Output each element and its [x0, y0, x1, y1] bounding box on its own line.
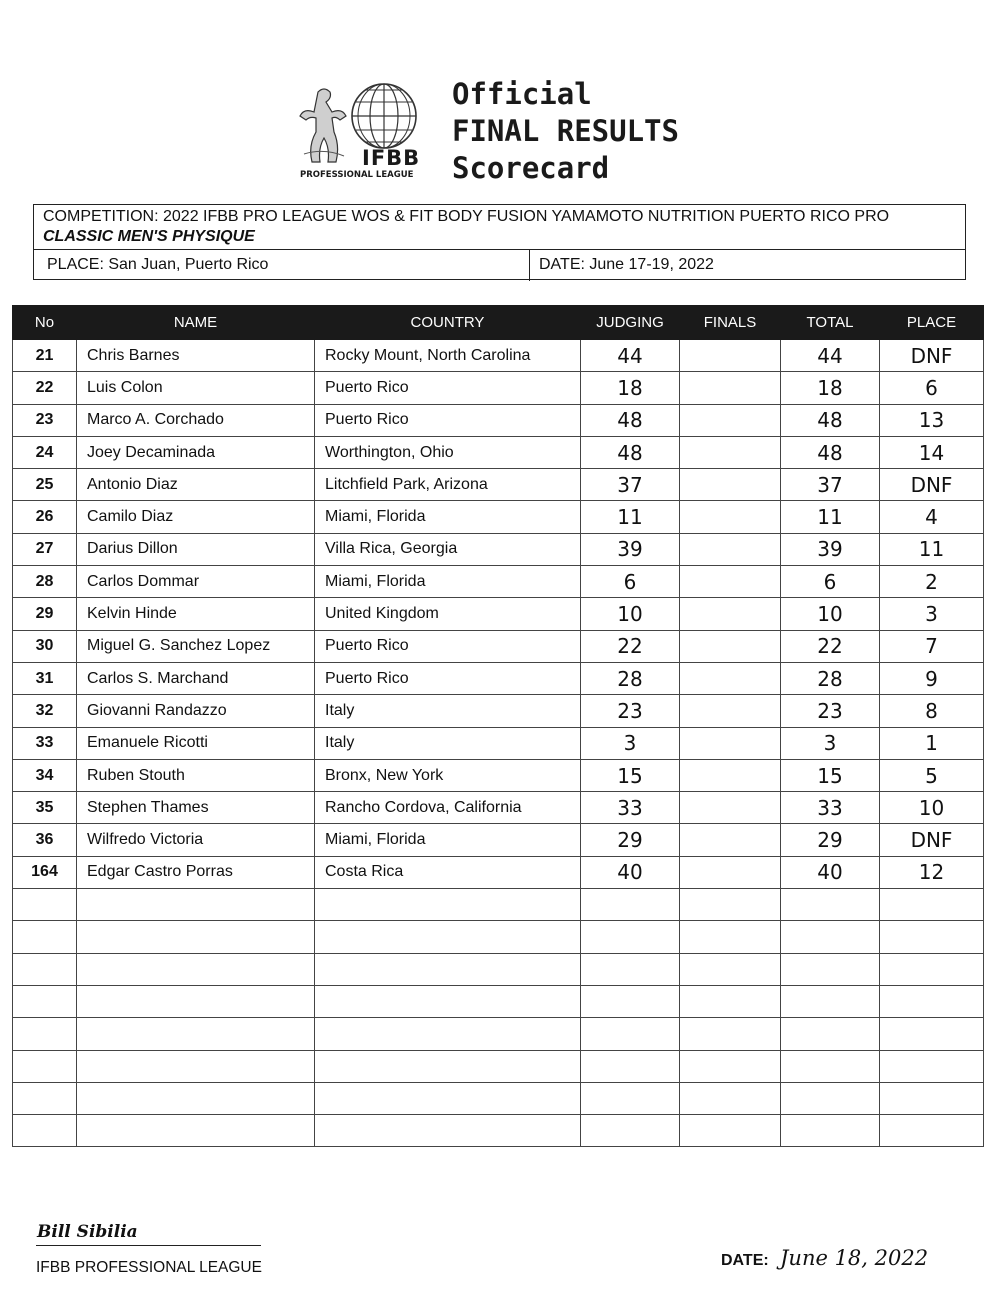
cell-finals [680, 533, 781, 565]
cell-finals [680, 436, 781, 468]
cell-total: 18 [781, 372, 880, 404]
table-row [13, 759, 984, 791]
cell-country [315, 953, 581, 985]
date-field: DATE: June 17-19, 2022 [539, 256, 714, 273]
cell-no: 34 [13, 759, 77, 791]
cell-finals [680, 727, 781, 759]
cell-no: 21 [13, 340, 77, 372]
cell-judging: 39 [581, 533, 680, 565]
cell-judging [581, 985, 680, 1017]
cell-judging: 22 [581, 630, 680, 662]
cell-name: Kelvin Hinde [77, 598, 315, 630]
footer-date-value: June 18, 2022 [780, 1246, 929, 1270]
cell-place: 12 [880, 856, 984, 888]
cell-name: Ruben Stouth [77, 759, 315, 791]
cell-finals [680, 404, 781, 436]
cell-country: Litchfield Park, Arizona [315, 469, 581, 501]
cell-finals [680, 372, 781, 404]
cell-country: Puerto Rico [315, 662, 581, 694]
table-row [13, 727, 984, 759]
table-row [13, 824, 984, 856]
cell-country [315, 1018, 581, 1050]
cell-judging [581, 921, 680, 953]
cell-finals [680, 856, 781, 888]
cell-country: Puerto Rico [315, 630, 581, 662]
col-header-country: COUNTRY [315, 306, 581, 340]
cell-finals [680, 598, 781, 630]
table-row [13, 856, 984, 888]
cell-country: Italy [315, 727, 581, 759]
cell-place [880, 953, 984, 985]
cell-name: Wilfredo Victoria [77, 824, 315, 856]
table-row [13, 533, 984, 565]
cell-no: 29 [13, 598, 77, 630]
cell-judging: 11 [581, 501, 680, 533]
cell-country: Miami, Florida [315, 501, 581, 533]
cell-finals [680, 1018, 781, 1050]
cell-country: Worthington, Ohio [315, 436, 581, 468]
cell-name [77, 1115, 315, 1147]
cell-name: Giovanni Randazzo [77, 695, 315, 727]
cell-name [77, 1082, 315, 1114]
table-header-row [13, 306, 984, 340]
cell-finals [680, 1115, 781, 1147]
signature: Bill Sibilia [37, 1222, 138, 1242]
cell-no: 35 [13, 792, 77, 824]
cell-total: 44 [781, 340, 880, 372]
cell-total: 48 [781, 436, 880, 468]
table-row [13, 1115, 984, 1147]
cell-no: 164 [13, 856, 77, 888]
cell-judging: 29 [581, 824, 680, 856]
cell-finals [680, 953, 781, 985]
cell-no: 30 [13, 630, 77, 662]
place-date-row [34, 249, 965, 281]
title-line-final-results: FINAL RESULTS [452, 114, 679, 148]
cell-name: Emanuele Ricotti [77, 727, 315, 759]
cell-place [880, 1018, 984, 1050]
footer-organization: IFBB PROFESSIONAL LEAGUE [36, 1259, 262, 1276]
cell-judging: 28 [581, 662, 680, 694]
cell-judging [581, 1115, 680, 1147]
table-row [13, 985, 984, 1017]
logo-subtext: PROFESSIONAL LEAGUE [300, 170, 414, 180]
cell-name: Darius Dillon [77, 533, 315, 565]
table-row [13, 921, 984, 953]
cell-no: 28 [13, 566, 77, 598]
col-header-judging: JUDGING [581, 306, 680, 340]
info-divider [529, 250, 530, 281]
cell-name: Camilo Diaz [77, 501, 315, 533]
cell-place [880, 1082, 984, 1114]
cell-country: Villa Rica, Georgia [315, 533, 581, 565]
cell-country [315, 889, 581, 921]
cell-judging: 48 [581, 436, 680, 468]
cell-finals [680, 662, 781, 694]
cell-total [781, 1018, 880, 1050]
cell-judging: 23 [581, 695, 680, 727]
competition-info-box [33, 204, 966, 280]
cell-no: 23 [13, 404, 77, 436]
cell-judging [581, 889, 680, 921]
cell-no: 26 [13, 501, 77, 533]
cell-place: 5 [880, 759, 984, 791]
cell-total: 10 [781, 598, 880, 630]
cell-name [77, 921, 315, 953]
cell-name: Luis Colon [77, 372, 315, 404]
cell-total [781, 953, 880, 985]
cell-no [13, 1050, 77, 1082]
table-row [13, 792, 984, 824]
cell-no [13, 985, 77, 1017]
table-row [13, 598, 984, 630]
cell-judging [581, 1018, 680, 1050]
cell-total [781, 889, 880, 921]
cell-no [13, 1115, 77, 1147]
cell-total: 29 [781, 824, 880, 856]
cell-name: Stephen Thames [77, 792, 315, 824]
cell-judging: 48 [581, 404, 680, 436]
col-header-place: PLACE [880, 306, 984, 340]
table-row [13, 630, 984, 662]
signature-line [36, 1245, 261, 1246]
cell-country [315, 1050, 581, 1082]
cell-no [13, 1082, 77, 1114]
cell-judging: 40 [581, 856, 680, 888]
cell-finals [680, 792, 781, 824]
cell-place: 14 [880, 436, 984, 468]
cell-name [77, 985, 315, 1017]
cell-no [13, 953, 77, 985]
cell-place: 2 [880, 566, 984, 598]
cell-no: 24 [13, 436, 77, 468]
col-header-name: NAME [77, 306, 315, 340]
cell-total: 22 [781, 630, 880, 662]
cell-finals [680, 921, 781, 953]
results-body [13, 340, 984, 1147]
footer-date-label: DATE: [721, 1252, 769, 1269]
cell-place: 3 [880, 598, 984, 630]
table-row [13, 1018, 984, 1050]
cell-finals [680, 630, 781, 662]
cell-no: 27 [13, 533, 77, 565]
cell-place [880, 1115, 984, 1147]
col-header-finals: FINALS [680, 306, 781, 340]
cell-total: 15 [781, 759, 880, 791]
cell-total: 28 [781, 662, 880, 694]
cell-no: 25 [13, 469, 77, 501]
table-row [13, 1050, 984, 1082]
cell-judging: 6 [581, 566, 680, 598]
cell-place: 9 [880, 662, 984, 694]
cell-place: 1 [880, 727, 984, 759]
cell-finals [680, 759, 781, 791]
cell-name: Miguel G. Sanchez Lopez [77, 630, 315, 662]
table-row [13, 501, 984, 533]
cell-finals [680, 566, 781, 598]
cell-finals [680, 469, 781, 501]
cell-no: 22 [13, 372, 77, 404]
results-table [12, 305, 984, 1147]
cell-place: 6 [880, 372, 984, 404]
cell-place [880, 889, 984, 921]
competition-name: COMPETITION: 2022 IFBB PRO LEAGUE WOS & FIT BODY FUSION YAMAMOTO NUTRITION PUERTO RICO PRO [43, 208, 890, 225]
cell-country: United Kingdom [315, 598, 581, 630]
cell-name: Carlos S. Marchand [77, 662, 315, 694]
cell-name: Marco A. Corchado [77, 404, 315, 436]
cell-finals [680, 824, 781, 856]
cell-total: 40 [781, 856, 880, 888]
cell-no: 36 [13, 824, 77, 856]
table-row [13, 372, 984, 404]
table-row [13, 469, 984, 501]
cell-name [77, 889, 315, 921]
cell-place: 10 [880, 792, 984, 824]
cell-total: 39 [781, 533, 880, 565]
cell-total: 37 [781, 469, 880, 501]
cell-place: 11 [880, 533, 984, 565]
table-row [13, 340, 984, 372]
cell-country: Puerto Rico [315, 404, 581, 436]
cell-finals [680, 501, 781, 533]
title-line-scorecard: Scorecard [452, 151, 610, 185]
cell-name [77, 1018, 315, 1050]
cell-name: Edgar Castro Porras [77, 856, 315, 888]
cell-country: Rocky Mount, North Carolina [315, 340, 581, 372]
cell-place: 7 [880, 630, 984, 662]
cell-place: 13 [880, 404, 984, 436]
cell-no [13, 921, 77, 953]
cell-country: Costa Rica [315, 856, 581, 888]
cell-name [77, 953, 315, 985]
cell-place [880, 985, 984, 1017]
cell-finals [680, 1082, 781, 1114]
cell-total: 11 [781, 501, 880, 533]
cell-judging: 15 [581, 759, 680, 791]
cell-country [315, 921, 581, 953]
cell-judging: 3 [581, 727, 680, 759]
cell-judging [581, 1082, 680, 1114]
cell-no [13, 889, 77, 921]
cell-no: 33 [13, 727, 77, 759]
cell-place: 4 [880, 501, 984, 533]
cell-country: Bronx, New York [315, 759, 581, 791]
cell-judging [581, 953, 680, 985]
cell-total [781, 985, 880, 1017]
table-row [13, 566, 984, 598]
cell-total: 3 [781, 727, 880, 759]
cell-name: Chris Barnes [77, 340, 315, 372]
cell-total: 48 [781, 404, 880, 436]
cell-country [315, 1115, 581, 1147]
table-row [13, 1082, 984, 1114]
cell-country: Miami, Florida [315, 566, 581, 598]
cell-judging: 33 [581, 792, 680, 824]
col-header-total: TOTAL [781, 306, 880, 340]
page-title [452, 76, 679, 187]
ifbb-logo [296, 82, 438, 180]
cell-finals [680, 340, 781, 372]
title-line-official: Official [452, 77, 592, 111]
col-header-no: No [13, 306, 77, 340]
table-row [13, 695, 984, 727]
cell-place: DNF [880, 469, 984, 501]
cell-finals [680, 1050, 781, 1082]
cell-total: 23 [781, 695, 880, 727]
cell-judging: 18 [581, 372, 680, 404]
table-row [13, 953, 984, 985]
cell-finals [680, 889, 781, 921]
cell-no: 32 [13, 695, 77, 727]
cell-total [781, 1115, 880, 1147]
cell-country [315, 1082, 581, 1114]
cell-name: Antonio Diaz [77, 469, 315, 501]
table-row [13, 404, 984, 436]
cell-country [315, 985, 581, 1017]
logo-ifbb-text: IFBB [362, 146, 421, 170]
cell-no [13, 1018, 77, 1050]
cell-country: Italy [315, 695, 581, 727]
cell-judging [581, 1050, 680, 1082]
cell-name [77, 1050, 315, 1082]
division-name: CLASSIC MEN'S PHYSIQUE [43, 228, 255, 245]
table-row [13, 436, 984, 468]
cell-country: Rancho Cordova, California [315, 792, 581, 824]
cell-finals [680, 985, 781, 1017]
cell-place: DNF [880, 824, 984, 856]
cell-no: 31 [13, 662, 77, 694]
cell-name: Joey Decaminada [77, 436, 315, 468]
cell-finals [680, 695, 781, 727]
cell-total [781, 1050, 880, 1082]
cell-total: 6 [781, 566, 880, 598]
cell-place: DNF [880, 340, 984, 372]
cell-judging: 10 [581, 598, 680, 630]
cell-total [781, 1082, 880, 1114]
cell-total: 33 [781, 792, 880, 824]
table-row [13, 889, 984, 921]
cell-country: Puerto Rico [315, 372, 581, 404]
place-field: PLACE: San Juan, Puerto Rico [47, 256, 269, 273]
cell-judging: 37 [581, 469, 680, 501]
cell-place [880, 1050, 984, 1082]
cell-name: Carlos Dommar [77, 566, 315, 598]
cell-total [781, 921, 880, 953]
table-row [13, 662, 984, 694]
cell-place [880, 921, 984, 953]
cell-country: Miami, Florida [315, 824, 581, 856]
cell-judging: 44 [581, 340, 680, 372]
cell-place: 8 [880, 695, 984, 727]
